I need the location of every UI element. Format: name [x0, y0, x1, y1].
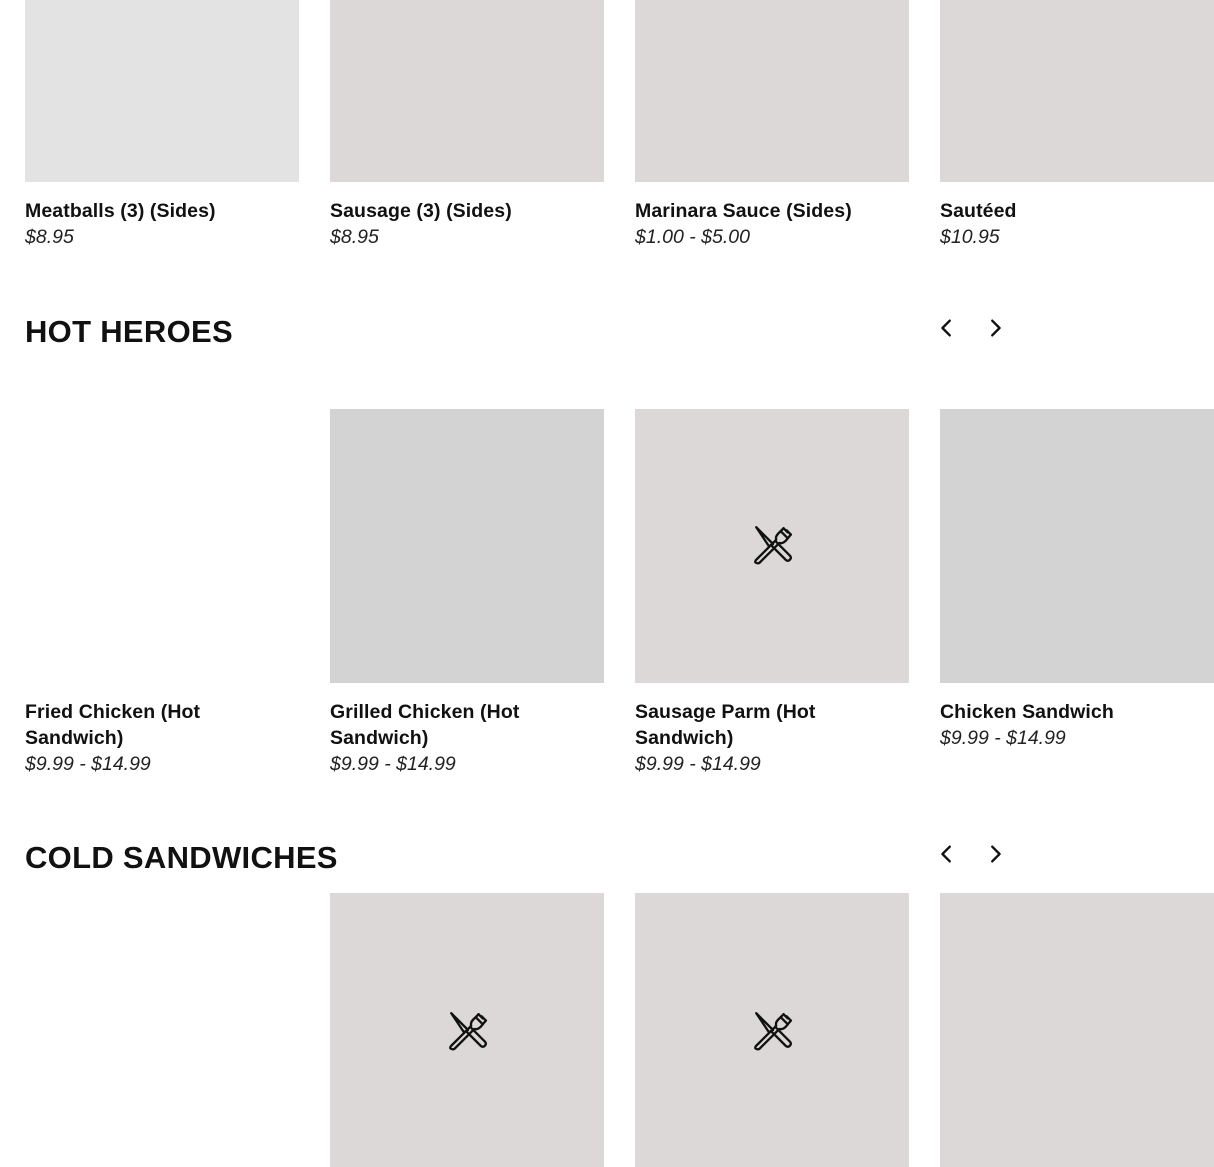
section-title-hot-heroes: HOT HEROES — [25, 314, 233, 349]
menu-item-name: Sausage (3) (Sides) — [330, 200, 512, 222]
chevron-right-icon — [984, 317, 1006, 339]
menu-item-image — [635, 409, 909, 683]
menu-item-price: $9.99 - $14.99 — [635, 753, 761, 775]
menu-item-name: Sausage Parm (Hot Sandwich) — [635, 701, 816, 749]
menu-item-price: $1.00 - $5.00 — [635, 226, 750, 248]
cold-sandwiches-next-button[interactable] — [980, 839, 1010, 869]
cold-sandwiches-carousel — [0, 893, 1025, 1107]
menu-item-image — [635, 893, 909, 1167]
menu-item-card[interactable] — [25, 0, 299, 250]
menu-item-image — [940, 409, 1214, 683]
menu-item-image — [330, 893, 604, 1167]
utensils-icon — [751, 523, 793, 570]
menu-item-card[interactable] — [635, 409, 909, 777]
menu-item-image — [25, 0, 299, 182]
menu-item-name: Fried Chicken (Hot Sandwich) — [25, 701, 201, 749]
cold-sandwiches-prev-button[interactable] — [932, 839, 962, 869]
menu-item-card[interactable] — [635, 893, 909, 1167]
menu-item-image — [940, 893, 1214, 1167]
menu-item-price: $9.99 - $14.99 — [940, 727, 1066, 749]
menu-item-image — [330, 409, 604, 683]
menu-item-name: Chicken Sandwich — [940, 701, 1114, 723]
hot-heroes-prev-button[interactable] — [932, 313, 962, 343]
menu-item-image — [635, 0, 909, 182]
menu-item-card[interactable] — [25, 409, 299, 777]
menu-item-price: $8.95 — [330, 226, 379, 248]
utensils-icon — [751, 1009, 793, 1056]
hot-heroes-next-button[interactable] — [980, 313, 1010, 343]
menu-item-card[interactable] — [940, 893, 1214, 1167]
menu-item-price: $9.99 - $14.99 — [25, 753, 151, 775]
menu-item-name: Sautéed — [940, 200, 1017, 222]
menu-item-card[interactable] — [330, 893, 604, 1167]
chevron-right-icon — [984, 843, 1006, 865]
menu-item-card[interactable] — [940, 409, 1214, 751]
menu-item-price: $10.95 — [940, 226, 1000, 248]
sides-carousel — [0, 0, 1025, 260]
menu-item-image — [330, 0, 604, 182]
chevron-left-icon — [936, 843, 958, 865]
menu-item-image — [25, 409, 299, 683]
chevron-left-icon — [936, 317, 958, 339]
hot-heroes-carousel — [0, 409, 1114, 789]
menu-item-card[interactable] — [635, 0, 909, 250]
menu-item-image — [940, 0, 1214, 182]
menu-item-name: Marinara Sauce (Sides) — [635, 200, 852, 222]
menu-item-name: Grilled Chicken (Hot Sandwich) — [330, 701, 520, 749]
menu-item-price: $9.99 - $14.99 — [330, 753, 456, 775]
section-title-cold-sandwiches: COLD SANDWICHES — [25, 840, 338, 875]
menu-item-price: $8.95 — [25, 226, 74, 248]
menu-item-card[interactable] — [330, 0, 604, 250]
menu-item-name: Meatballs (3) (Sides) — [25, 200, 216, 222]
utensils-icon — [446, 1009, 488, 1056]
menu-item-card[interactable] — [25, 893, 299, 1167]
menu-item-card[interactable] — [330, 409, 604, 777]
menu-item-image — [25, 893, 299, 1167]
menu-item-card[interactable] — [940, 0, 1214, 250]
